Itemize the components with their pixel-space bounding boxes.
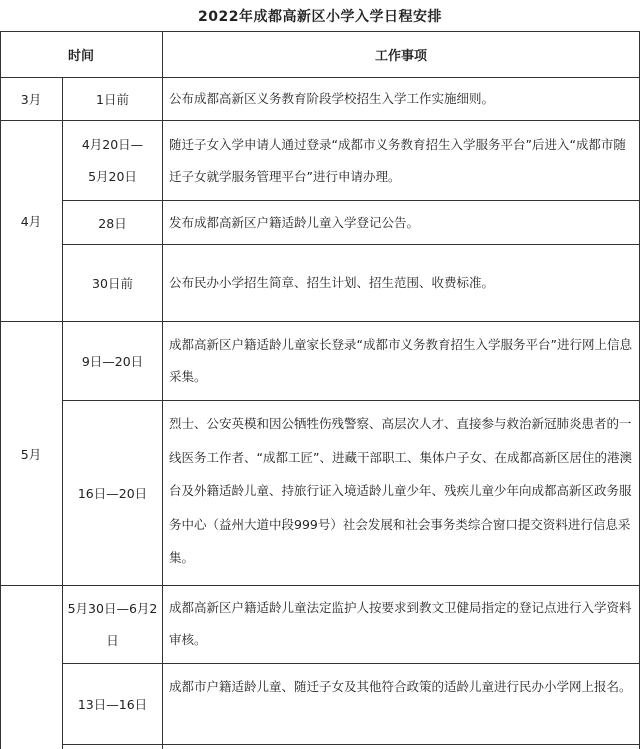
month-april: 4月 [20, 214, 42, 229]
row-date-line2: 5月20日 [88, 168, 137, 184]
header-time: 时间 [67, 48, 94, 64]
month-may: 5月 [20, 446, 42, 462]
page-title: 2022年成都高新区小学入学日程安排 [198, 9, 442, 25]
row-date [63, 586, 162, 663]
row-date: 9日—20日 [81, 354, 144, 369]
row-date-line2: 日 [106, 632, 119, 648]
row-date: 28日 [98, 215, 127, 231]
row-date-line1: 5月30日—6月2 [67, 600, 158, 616]
row-date-line1: 4月20日— [81, 136, 144, 152]
row-task: 随迁子女入学申请人通过登录“成都市义务教育招生入学服务平台”后进入“成都市随迁子女就学服务管理平台”进行申请办理。 [169, 137, 626, 184]
row-date: 30日前 [92, 276, 133, 291]
row-task: 公布成都高新区义务教育阶段学校招生入学工作实施细则。 [169, 91, 495, 106]
row-task: 公布民办小学招生简章、招生计划、招生范围、收费标准。 [169, 275, 495, 290]
row-date: 16日—20日 [77, 486, 148, 501]
row-task: 烈士、公安英模和因公牺牲伤残警察、高层次人才、直接参与救治新冠肺炎患者的一线医务工作者、“成都工匠”、进藏干部职工、集体户子女、在成都高新区居住的港澳台及外籍适龄儿童、持旅行证入境适龄儿童少年、残疾儿童少年向成都高新区政务服务中心（益州大道中段999号）社会发展和社会事务类综合窗口提交资料进行信息采集。 [169, 416, 632, 565]
row-date: 1日前 [96, 92, 129, 107]
row-date: 13日—16日 [77, 697, 148, 712]
row-divider [62, 744, 640, 745]
row-task: 发布成都高新区户籍适龄儿童入学登记公告。 [169, 215, 420, 230]
row-date [63, 121, 162, 200]
row-task: 成都市户籍适龄儿童、随迁子女及其他符合政策的适龄儿童进行民办小学网上报名。 [169, 679, 632, 694]
month-march: 3月 [20, 92, 42, 107]
row-task: 成都高新区户籍适龄儿童家长登录“成都市义务教育招生入学服务平台”进行网上信息采集。 [169, 337, 632, 384]
header-task: 工作事项 [374, 48, 427, 64]
row-task: 成都高新区户籍适龄儿童法定监护人按要求到教文卫健局指定的登记点进行入学资料审核。 [169, 600, 632, 647]
